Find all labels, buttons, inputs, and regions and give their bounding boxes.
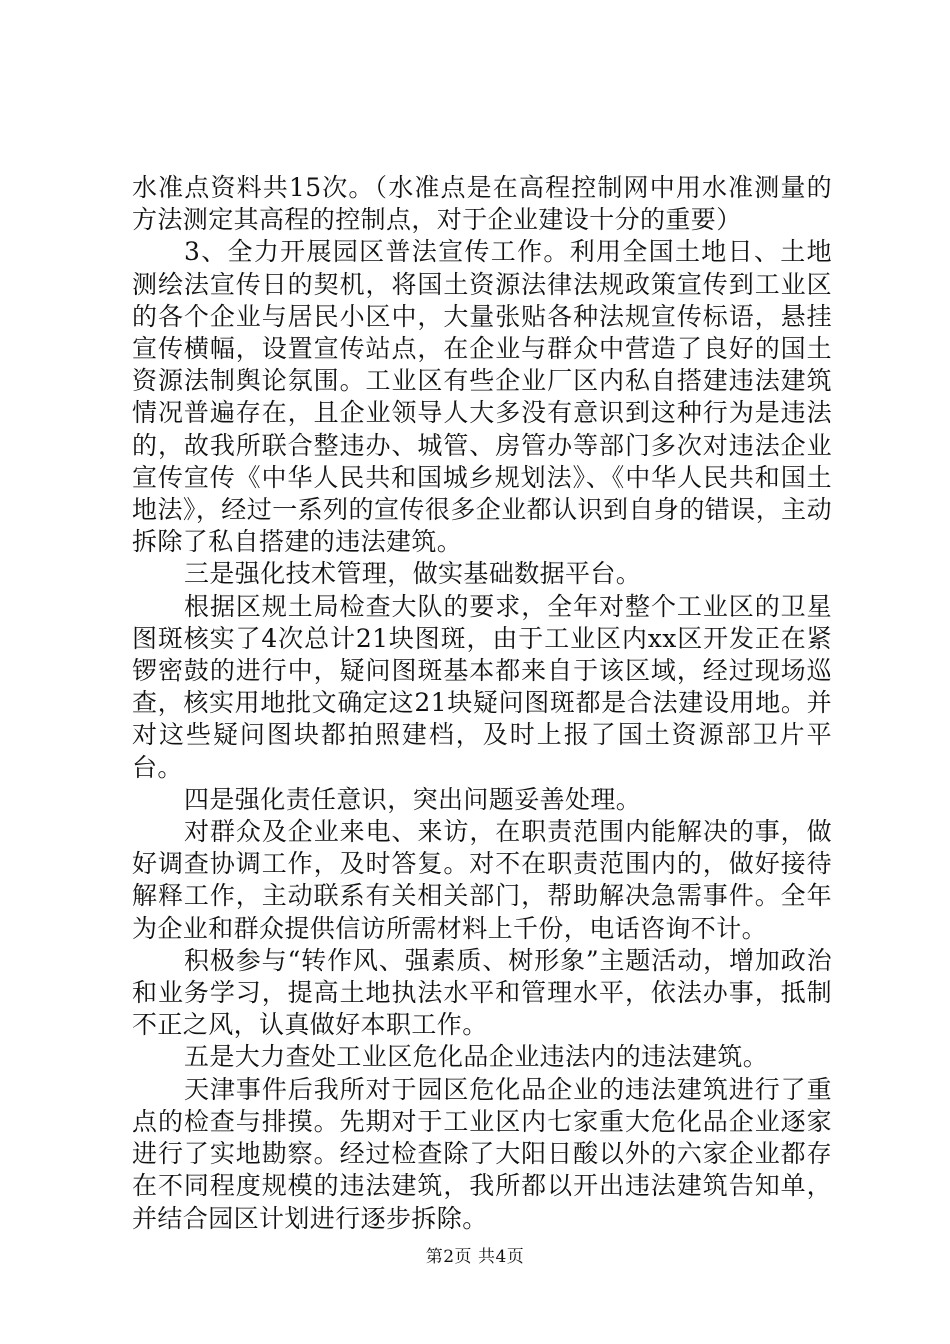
paragraph-6: 对群众及企业来电、来访，在职责范围内能解决的事，做好调查协调工作，及时答复。对不在职责范围内的，做好接待解释工作，主动联系有关相关部门，帮助解决急需事件。全年为企业和群众提供信访所需材料上千份，电话咨询不计。: [132, 817, 832, 943]
paragraph-4: 根据区规土局检查大队的要求，全年对整个工业区的卫星图斑核实了4次总计21块图斑，由于工业区内xx区开发正在紧锣密鼓的进行中，疑问图斑基本都来自于该区域，经过现场巡查，核实用地批文确定这21块疑问图斑都是合法建设用地。并对这些疑问图块都拍照建档，及时上报了国土资源部卫片平台。: [132, 591, 832, 782]
section-heading-5: 五是大力查处工业区危化品企业违法内的违法建筑。: [184, 1042, 769, 1072]
page-footer: 第2页 共4页: [425, 1247, 525, 1267]
paragraph-7: 积极参与“转作风、强素质、树形象”主题活动，增加政治和业务学习，提高土地执法水平和管理水平，依法办事，抵制不正之风，认真做好本职工作。: [132, 945, 832, 1040]
paragraph-1: 水准点资料共15次。（水准点是在高程控制网中用水准测量的方法测定其高程的控制点，对于企业建设十分的重要）: [132, 173, 832, 235]
section-heading-3: 三是强化技术管理，做实基础数据平台。: [184, 559, 642, 589]
document-body: [132, 172, 832, 1235]
section-heading-4: 四是强化责任意识，突出问题妥善处理。: [184, 784, 642, 814]
paragraph-2: 3、全力开展园区普法宣传工作。利用全国土地日、土地测绘法宣传日的契机，将国土资源法律法规政策宣传到工业区的各个企业与居民小区中，大量张贴各种法规宣传标语，悬挂宣传横幅，设置宣传站点，在企业与群众中营造了良好的国土资源法制舆论氛围。工业区有些企业厂区内私自搭建违法建筑情况普遍存在，且企业领导人大多没有意识到这种行为是违法的，故我所联合整违办、城管、房管办等部门多次对违法企业宣传宣传《中华人民共和国城乡规划法》、《中华人民共和国土地法》，经过一系列的宣传很多企业都认识到自身的错误，主动拆除了私自搭建的违法建筑。: [132, 237, 832, 557]
paragraph-9: 天津事件后我所对于园区危化品企业的违法建筑进行了重点的检查与排摸。先期对于工业区内七家重大危化品企业逐家进行了实地勘察。经过检查除了大阳日酸以外的六家企业都存在不同程度规模的违法建筑，我所都以开出违法建筑告知单，并结合园区计划进行逐步拆除。: [132, 1074, 832, 1233]
